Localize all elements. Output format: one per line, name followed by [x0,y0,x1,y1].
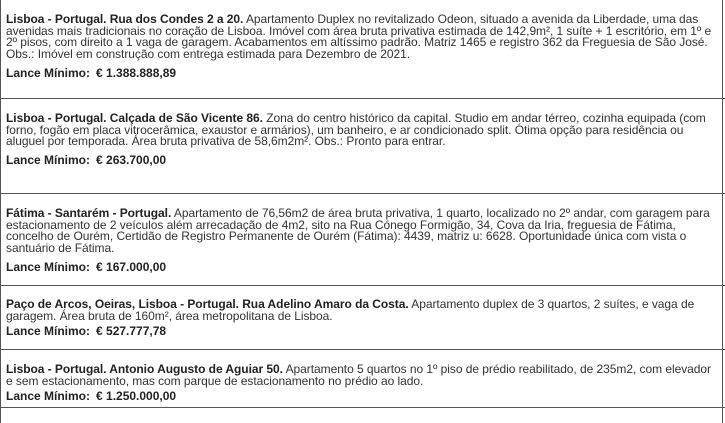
listing-title: Lisboa - Portugal. Calçada de São Vicente 86. [6,111,263,125]
row-divider [0,407,725,408]
price-label: Lance Mínimo: [6,324,91,338]
listing-price [6,390,176,402]
listing-description: Zona do centro histórico da capital. Studio em andar térreo, cozinha equipada (com forno, fogão em placa vitrocerâmica, exaustor e armários), um banheiro, e ar condicionado split. Ótima opção para residência ou aluguel por temporada. Área bruta privativa de 58,6m2m². Obs.: Pronto para entrar. [6,111,706,148]
price-value: € 527.777,78 [96,324,167,338]
listing-text [6,113,718,148]
listing-price [6,67,176,79]
price-label: Lance Mínimo: [6,153,91,167]
listing-text [6,364,718,387]
listing-price [6,325,166,337]
listing-description: Apartamento de 76,56m2 de área bruta privativa, 1 quarto, localizado no 2º andar, com garagem para estacionamento de 2 veículos além arrecadação de 4m2, sito na Rua Cónego Formigão, 34, Cova da Iria, freguesia de Fátima, concelho de Ourém, Certidão de Registro Permanente de Ourém (Fátima): 4439, matriz u: 6628. Oportunidade única com vista o santuário de Fátima. [6,206,710,255]
price-value: € 1.250.000,00 [96,389,177,403]
row-divider [0,193,725,194]
row-divider [0,98,725,99]
listing-price [6,261,166,273]
listing-title: Paço de Arcos, Oeiras, Lisboa - Portugal. Rua Adelino Amaro da Costa. [6,297,409,311]
row-divider [0,285,725,286]
listing-description: Apartamento duplex de 3 quartos, 2 suítes, e vaga de garagem. Área bruta de 160m², área metropolitana de Lisboa. [6,297,695,323]
listing-text [6,208,718,254]
listing-price [6,154,166,166]
listing-title: Lisboa - Portugal. Antonio Augusto de Aguiar 50. [6,362,283,376]
listing-description: Apartamento 5 quartos no 1º piso de prédio reabilitado, de 235m2, com elevador e sem estacionamento, mas com parque de estacionamento no prédio ao lado. [6,362,711,388]
price-label: Lance Mínimo: [6,66,91,80]
listing-description: Apartamento Duplex no revitalizado Odeon, situado a avenida da Liberdade, uma das avenidas mais tradicionais no coração de Lisboa. Imóvel com área bruta privativa estimada de 142,9m², 1 suíte + 1 escritório, em 1º e 2º pisos, com direito a 1 vaga de garagem. Acabamentos em altíssimo padrão. Matriz 1465 e registro 362 da Freguesia de São José. Obs.: Imóvel em construção com entrega estimada para Dezembro de 2021. [6,12,712,61]
price-value: € 263.700,00 [96,153,167,167]
price-label: Lance Mínimo: [6,389,91,403]
price-value: € 167.000,00 [96,260,167,274]
listing-text [6,14,718,60]
price-value: € 1.388.888,89 [96,66,177,80]
listing-text [6,299,718,322]
price-label: Lance Mínimo: [6,260,91,274]
listing-title: Lisboa - Portugal. Rua dos Condes 2 a 20. [6,12,244,26]
row-divider [0,349,725,350]
listing-title: Fátima - Santarém - Portugal. [6,206,172,220]
